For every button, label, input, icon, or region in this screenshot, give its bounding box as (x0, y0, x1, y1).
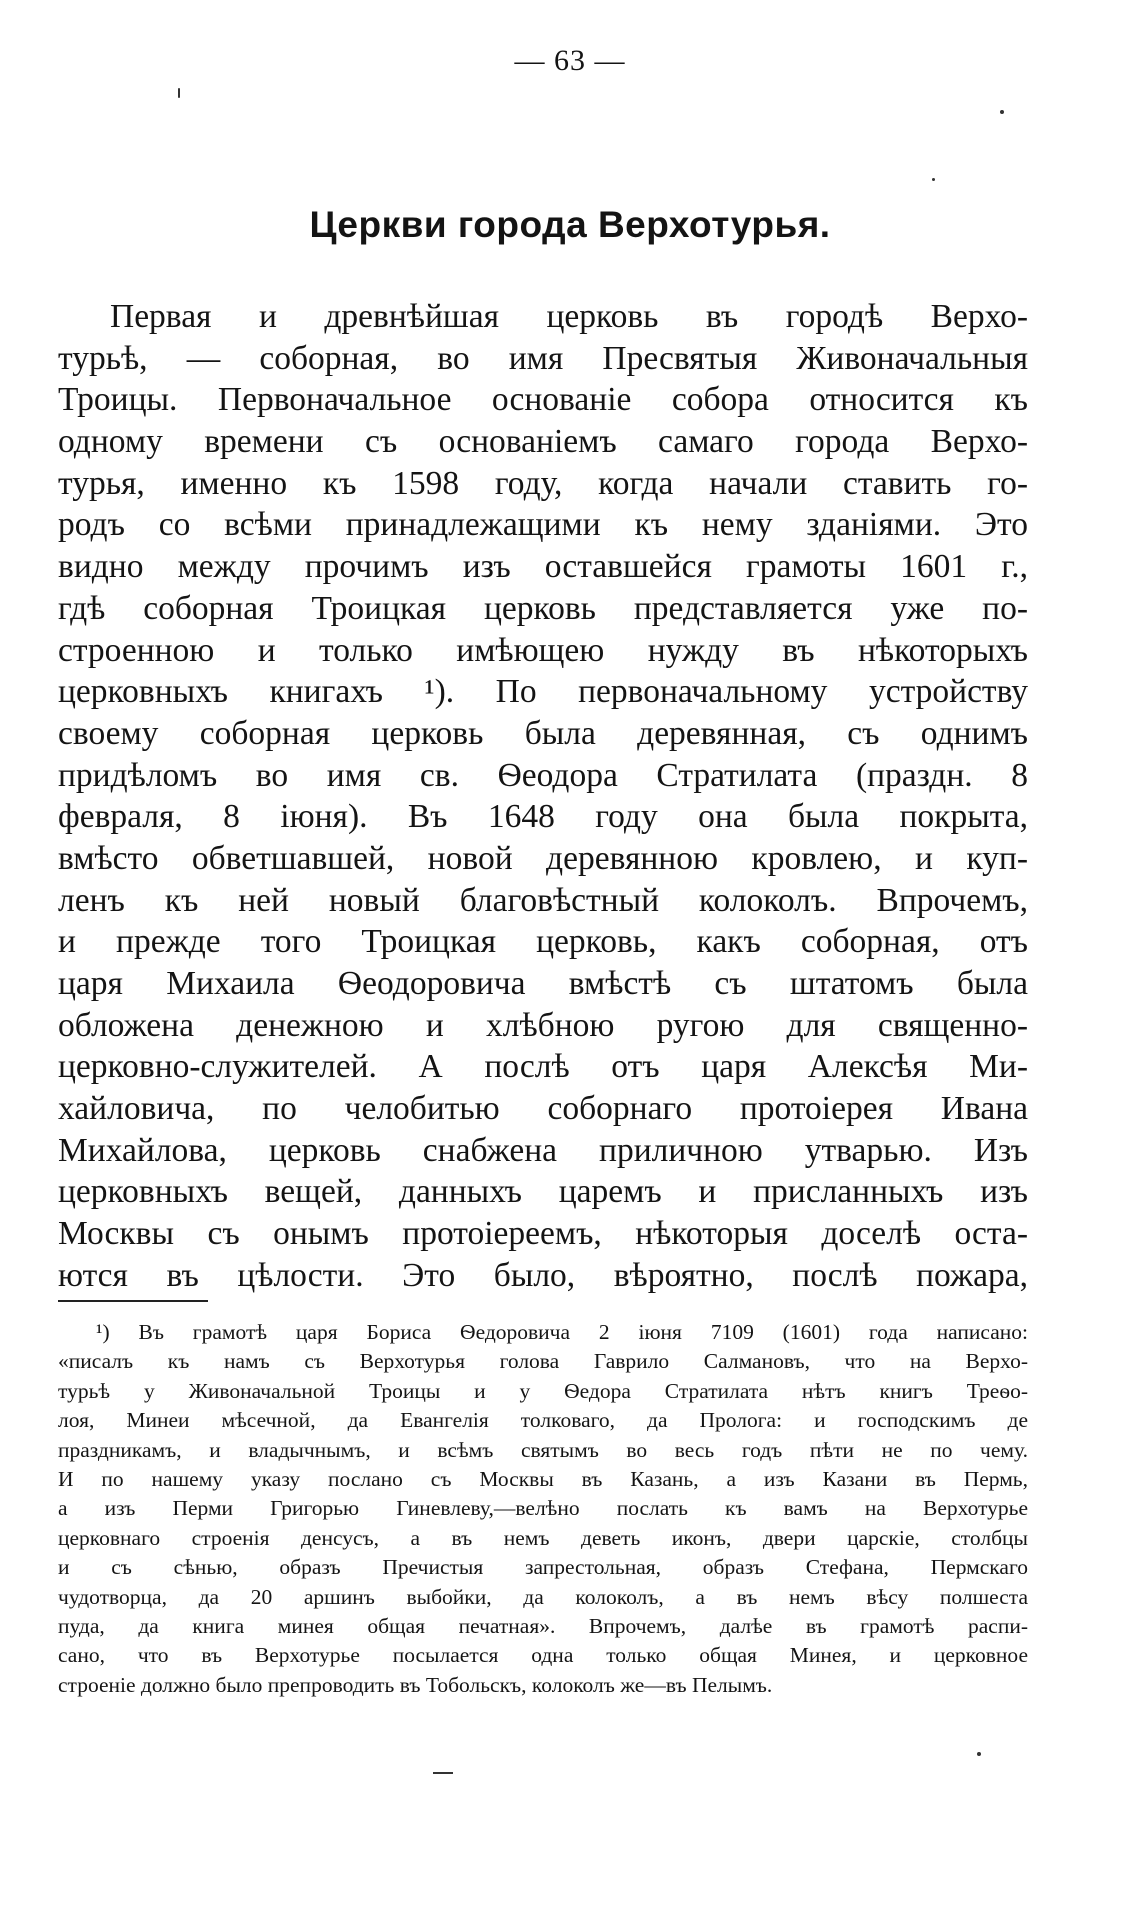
text-line: церковныхъ книгахъ ¹). По первоначальному устройству (58, 673, 1028, 711)
text-line: родъ со всѣми принадлежащими къ нему зданiями. Это (58, 506, 1028, 544)
footnote-line: строенiе должно было препроводить въ Тобольскъ, колоколъ же—въ Пелымъ. (58, 1672, 773, 1697)
text-line: ленъ къ ней новый благовѣстный колоколъ. Впрочемъ, (58, 881, 1028, 919)
text-line: одному времени съ основанiемъ самаго города Верхо- (58, 423, 1028, 461)
text-line: строенною и только имѣющею нужду въ нѣкоторыхъ (58, 631, 1028, 669)
text-line: и прежде того Троицкая церковь, какъ соборная, отъ (58, 923, 1028, 961)
footnote-line: лоя, Минеи мѣсечной, да Евангелiя толковаго, да Пролога: и господскимъ де (58, 1408, 1028, 1433)
footnote-line: и съ сѣнью, образъ Пречистыя запрестольная, образъ Стефана, Пермскаго (58, 1555, 1028, 1580)
text-line: Москвы съ онымъ протоiереемъ, нѣкоторыя доселѣ оста- (58, 1215, 1028, 1253)
text-line: церковныхъ вещей, данныхъ царемъ и присланныхъ изъ (58, 1173, 1028, 1211)
page-title: Церкви города Верхотурья. (309, 204, 831, 245)
footnote (58, 1318, 1028, 1700)
print-speck (977, 1752, 981, 1756)
text-line: царя Михаила Ѳеодоровича вмѣстѣ съ штатомъ была (58, 965, 1028, 1002)
text-line: Первая и древнѣйшая церковь въ городѣ Верхо- (110, 298, 1028, 335)
text-line: своему соборная церковь была деревянная, съ однимъ (58, 714, 1028, 752)
footnote-line: а изъ Перми Григорью Гиневлеву,—велѣно послать къ вамъ на Верхотурье (58, 1496, 1028, 1521)
text-line: ются въ цѣлости. Это было, вѣроятно, послѣ пожара, (58, 1256, 1028, 1294)
footnote-line: сано, что въ Верхотурье посылается одна только общая Минея, и церковное (58, 1643, 1028, 1668)
text-line: гдѣ соборная Троицкая церковь представляется уже по- (58, 589, 1028, 627)
footnote-line: пуда, да книга минея общая печатная». Впрочемъ, далѣе въ грамотѣ распи- (58, 1613, 1028, 1638)
print-speck (1000, 110, 1004, 114)
text-line: хайловича, по челобитью соборнаго протоiерея Ивана (58, 1090, 1028, 1128)
page-number: — 63 — (514, 44, 626, 77)
text-line: церковно-служителей. А послѣ отъ царя Алексѣя Ми- (58, 1048, 1028, 1086)
text-line: турья, именно къ 1598 году, когда начали ставить го- (58, 464, 1028, 502)
text-line: турьѣ, — соборная, во имя Пресвятыя Живоначальныя (58, 339, 1028, 377)
text-line: обложена денежною и хлѣбною ругою для священно- (58, 1006, 1028, 1044)
footnote-line: И по нашему указу послано съ Москвы въ Казань, а изъ Казани въ Пермь, (58, 1466, 1028, 1491)
print-speck (932, 178, 935, 181)
text-line: февраля, 8 iюня). Въ 1648 году она была покрыта, (58, 798, 1028, 836)
text-line: придѣломъ во имя св. Ѳеодора Стратилата (праздн. 8 (58, 756, 1028, 794)
text-line: Михайлова, церковь снабжена приличною утварью. Изъ (58, 1131, 1028, 1169)
footnote-line: церковнаго строенiя денсусъ, а въ немъ деветь иконъ, двери царскiе, столбцы (58, 1525, 1028, 1550)
footnote-line: «писалъ къ намъ съ Верхотурья голова Гаврило Салмановъ, что на Верхо- (58, 1349, 1028, 1374)
footnote-separator (58, 1300, 208, 1302)
text-line: вмѣсто обветшавшей, новой деревянною кровлею, и куп- (58, 839, 1028, 877)
footnote-line: праздникамъ, и владычнымъ, и всѣмъ святымъ во весь годъ пѣти не по чему. (58, 1437, 1028, 1462)
print-mark (433, 1772, 453, 1774)
footnote-line: турьѣ у Живоначальной Троицы и у Ѳедора Стратилата нѣтъ книгъ Треѳо- (58, 1378, 1028, 1403)
main-text (58, 296, 1028, 1297)
footnote-line: чудотворца, да 20 аршинъ выбойки, да колоколъ, а въ немъ вѣсу полшеста (58, 1584, 1028, 1609)
print-speck (178, 88, 180, 98)
footnote-line: ¹) Въ грамотѣ царя Бориса Ѳедоровича 2 iюня 7109 (1601) года написано: (96, 1320, 1028, 1344)
text-line: видно между прочимъ изъ оставшейся грамоты 1601 г., (58, 548, 1028, 586)
text-line: Троицы. Первоначальное основанiе собора относится къ (58, 381, 1028, 419)
